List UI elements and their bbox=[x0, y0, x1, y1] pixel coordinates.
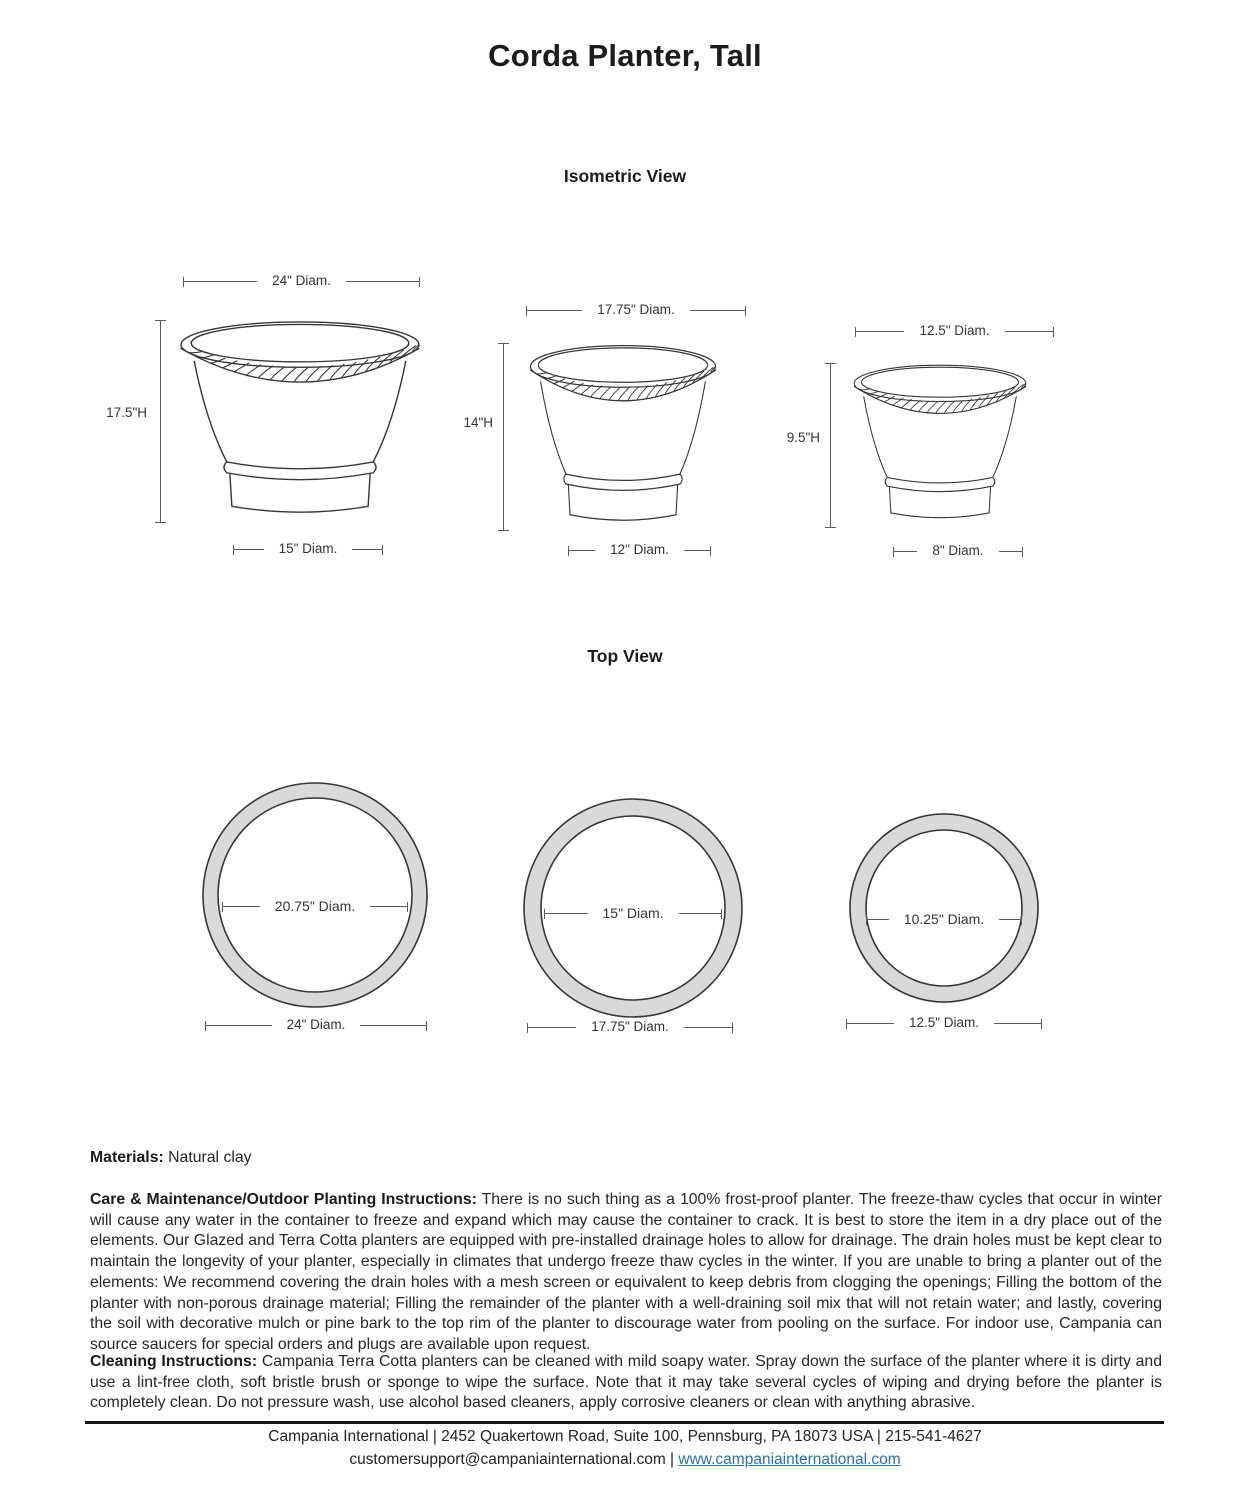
care-text: There is no such thing as a 100% frost-proof planter. The freeze-thaw cycles that occur in winter will cause any water in the container to freeze and expand which may cause the container to crack. It is best to store the item in a dry place out of the elements. Our Glazed and Terra Cotta planters are equipped with pre-installed drainage holes to allow for drainage. The drain holes must be kept clear to maintain the longevity of your planter, especially in climates that undergo freeze thaw cycles in the winter. If you are unable to bring a planter out of the elements: We recommend covering the drain holes with a mesh screen or equivalent to keep debris from clogging the openings; Filling the bottom of the planter with non-porous drainage material; Filling the remainder of the planter with a well-draining soil mix that will not retain water; and lastly, covering the soil with decorative mulch or pine bark to the top rim of the planter to discourage water from pooling on the surface. For indoor use, Campania can source saucers for special orders and plugs are available upon request. bbox=[90, 1191, 1162, 1353]
care-label: Care & Maintenance/Outdoor Planting Instructions: bbox=[90, 1191, 477, 1208]
footer-address: Campania International | 2452 Quakertown Road, Suite 100, Pennsburg, PA 18073 USA | 215-541-4627 bbox=[268, 1428, 982, 1445]
dim-label: 24" Diam. bbox=[272, 273, 331, 288]
footer-email: customersupport@campaniainternational.com bbox=[349, 1451, 666, 1468]
top-view-ring-small bbox=[848, 812, 1040, 1004]
materials-label: Materials: bbox=[90, 1149, 164, 1166]
dim-label: 17.75" Diam. bbox=[597, 302, 675, 317]
top-view-ring-large bbox=[202, 782, 428, 1008]
dim-outer-circle-3 bbox=[846, 1017, 1042, 1030]
dim-top-planter-1 bbox=[183, 275, 420, 288]
cleaning-text: Campania Terra Cotta planters can be cleaned with mild soapy water. Spray down the surface of the planter where it is dirty and use a lint-free cloth, soft bristle brush or sponge to wipe the surface. Note that it may take several cycles of wiping and drying before the planter is completely clean. Do not pressure wash, use alcohol based cleaners, apply corrosive cleaners or clean with anything abrasive. bbox=[90, 1353, 1162, 1412]
isometric-view-heading: Isometric View bbox=[563, 166, 687, 186]
materials-value: Natural clay bbox=[168, 1149, 252, 1166]
height-label: 14"H bbox=[463, 415, 493, 430]
dim-height-planter-1 bbox=[155, 320, 166, 523]
height-label: 17.5"H bbox=[106, 405, 147, 420]
dim-inner-circle-1 bbox=[222, 897, 408, 914]
top-view-heading: Top View bbox=[587, 646, 663, 666]
dim-tick bbox=[419, 277, 420, 287]
planter-drawing-large bbox=[178, 318, 422, 525]
height-label: 9.5"H bbox=[786, 430, 820, 445]
dim-bottom-planter-1 bbox=[233, 543, 383, 556]
dim-label: 12.5" Diam. bbox=[919, 323, 990, 338]
dim-top-planter-3 bbox=[855, 325, 1054, 338]
dim-inner-circle-2 bbox=[544, 904, 722, 921]
dim-label: 10.25" Diam. bbox=[903, 910, 985, 927]
planter-drawing-small bbox=[852, 362, 1028, 528]
care-paragraph bbox=[90, 1190, 1162, 1356]
dim-line bbox=[184, 281, 257, 282]
dim-label: 24" Diam. bbox=[286, 1017, 346, 1032]
planter-drawing-medium bbox=[528, 342, 718, 532]
footer-contact bbox=[0, 1451, 1250, 1469]
dim-label: 15" Diam. bbox=[278, 541, 338, 556]
dim-label: 12" Diam. bbox=[610, 542, 669, 557]
dim-bottom-planter-3 bbox=[893, 545, 1023, 558]
dim-label: 8" Diam. bbox=[932, 543, 984, 558]
dim-label: 12.5" Diam. bbox=[908, 1015, 980, 1030]
dim-outer-circle-2 bbox=[527, 1021, 733, 1034]
footer-website-link[interactable]: www.campaniainternational.com bbox=[678, 1451, 901, 1468]
dim-line bbox=[346, 281, 419, 282]
footer-separator: | bbox=[670, 1451, 675, 1468]
dim-height-planter-3 bbox=[825, 363, 836, 528]
dim-inner-circle-3 bbox=[866, 910, 1022, 927]
cleaning-paragraph bbox=[90, 1352, 1162, 1414]
footer-rule bbox=[85, 1421, 1164, 1424]
dim-height-planter-2 bbox=[498, 343, 509, 531]
dim-outer-circle-1 bbox=[205, 1019, 427, 1032]
dim-label: 17.75" Diam. bbox=[591, 1019, 669, 1034]
page-title: Corda Planter, Tall bbox=[488, 38, 762, 73]
dim-top-planter-2 bbox=[526, 304, 746, 317]
dim-label: 15" Diam. bbox=[602, 904, 664, 921]
dim-bottom-planter-2 bbox=[568, 544, 711, 557]
dim-label: 20.75" Diam. bbox=[274, 897, 356, 914]
materials-line bbox=[90, 1148, 1162, 1169]
cleaning-label: Cleaning Instructions: bbox=[90, 1353, 258, 1370]
